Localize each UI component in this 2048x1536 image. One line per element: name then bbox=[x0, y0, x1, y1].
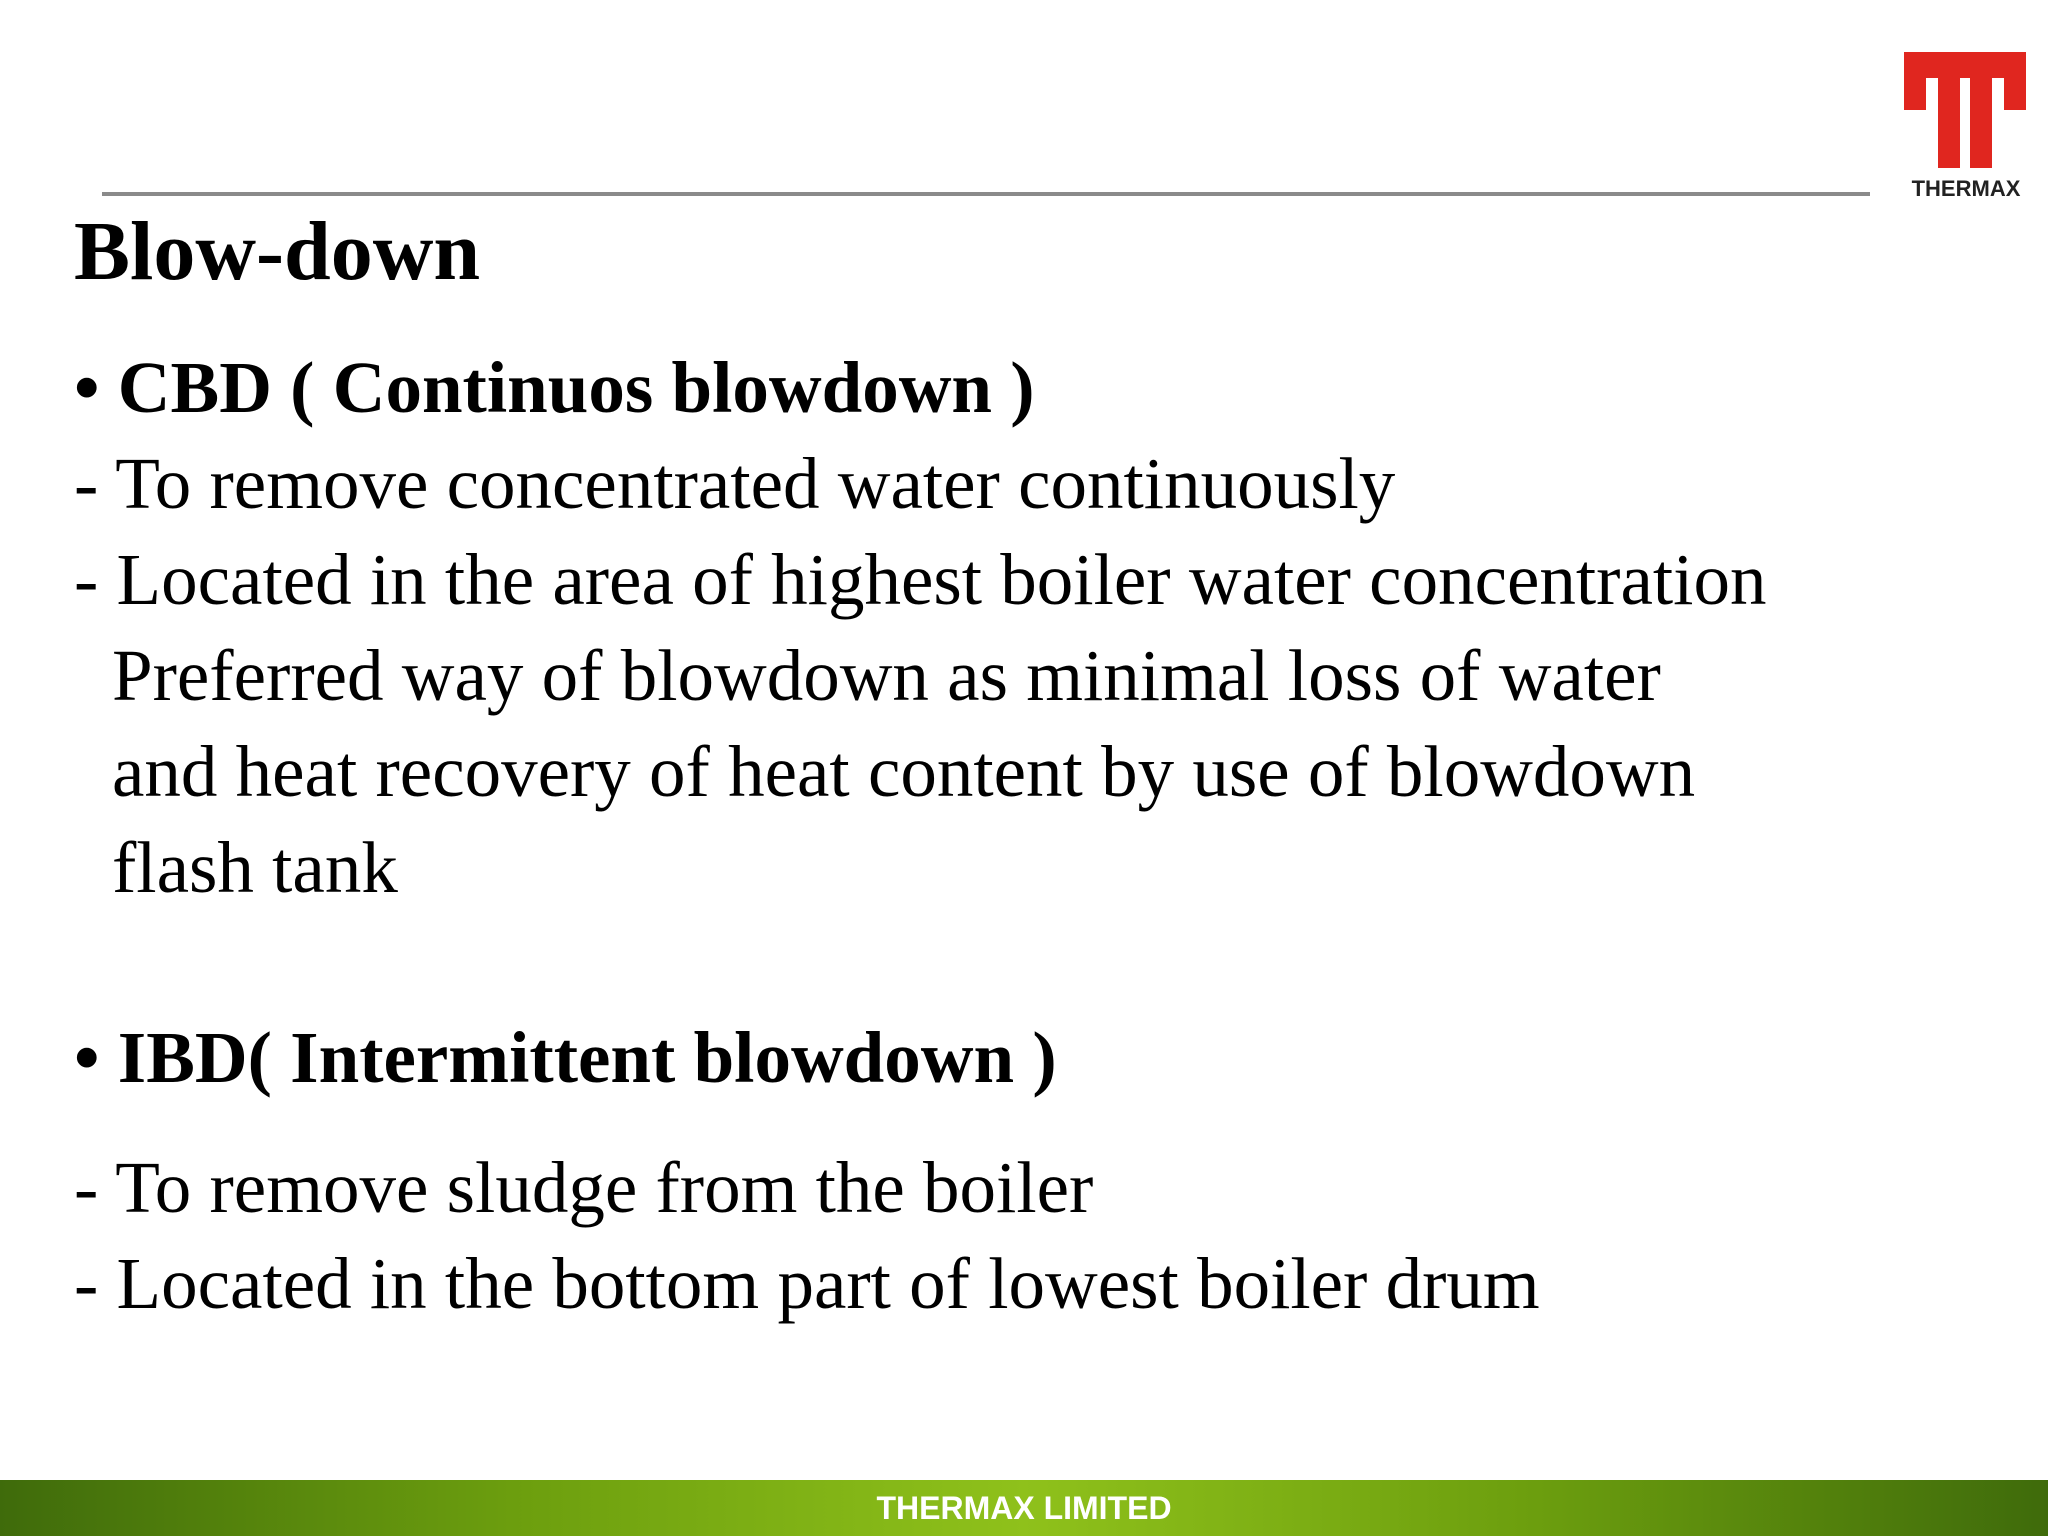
cbd-heading: • CBD ( Continuos blowdown ) bbox=[74, 347, 1035, 428]
cbd-line-1: - To remove concentrated water continuously bbox=[74, 443, 1396, 524]
header-rule bbox=[102, 192, 1870, 196]
footer-bar bbox=[0, 1480, 2048, 1536]
ibd-line-2: - Located in the bottom part of lowest boiler drum bbox=[74, 1243, 1540, 1324]
cbd-line-4: and heat recovery of heat content by use of blowdown bbox=[112, 731, 1696, 812]
thermax-logo-icon bbox=[1904, 52, 2026, 168]
footer-company-name: THERMAX LIMITED bbox=[876, 1490, 1172, 1526]
thermax-logo bbox=[1900, 52, 2032, 204]
cbd-line-3: Preferred way of blowdown as minimal loss of water bbox=[112, 635, 1661, 716]
logo-wordmark: THERMAX bbox=[1911, 176, 2021, 201]
cbd-line-2: - Located in the area of highest boiler water concentration bbox=[74, 539, 1767, 620]
cbd-line-5: flash tank bbox=[112, 827, 398, 908]
ibd-heading: • IBD( Intermittent blowdown ) bbox=[74, 1017, 1057, 1098]
ibd-line-1: - To remove sludge from the boiler bbox=[74, 1147, 1094, 1228]
slide-title: Blow-down bbox=[74, 205, 481, 298]
